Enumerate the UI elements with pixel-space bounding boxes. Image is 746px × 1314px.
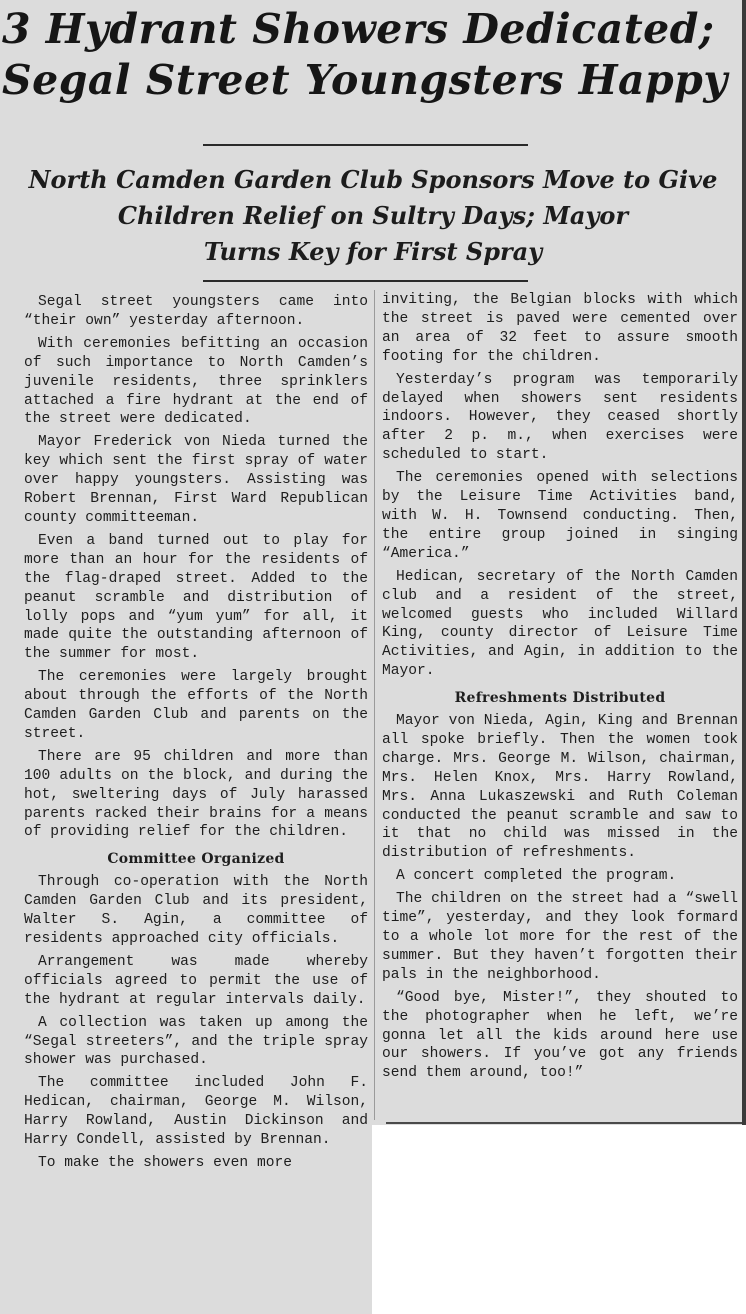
- paragraph: inviting, the Belgian blocks with which the street is paved were cemented over an area of 32 feet to assure smooth footing for the children.: [382, 292, 738, 365]
- subhead-committee: Committee Organized: [107, 851, 285, 868]
- headline: [0, 4, 746, 106]
- column-divider: [374, 290, 375, 1120]
- paragraph: “Good bye, Mister!”, they shouted to the photographer when he left, we’re gonna let all the kids around here use our showers. If you’ve got any friends send them around, too!”: [382, 989, 738, 1082]
- article-end-rule: [386, 1122, 742, 1124]
- paragraph: Mayor von Nieda, Agin, King and Brennan all spoke briefly. Then the women took charge. Mrs. George M. Wilson, chairman, Mrs. Helen Knox, Mrs. Harry Rowland, Mrs. Anna Lukaszewski and Ruth Coleman conducted the peanut scramble and saw to it that no child was missed in the distribution of refreshments.: [382, 713, 738, 862]
- deck-line-3: Turns Key for First Spray: [203, 237, 543, 266]
- paragraph: Through co-operation with the North Camden Garden Club and its president, Walter S. Agin, a committee of residents approached city officials.: [24, 874, 368, 947]
- paragraph: Mayor Frederick von Nieda turned the key which sent the first spray of water over happy youngsters. Assisting was Robert Brennan, First Ward Republican county committeeman.: [24, 434, 368, 526]
- paragraph: Even a band turned out to play for more than an hour for the residents of the flag-draped street. Added to the peanut scramble and distribution of lolly pops and “yum yum” for all, it made quite the outstanding afternoon of the summer for most.: [24, 532, 368, 663]
- headline-line-2: Segal Street Youngsters Happy: [2, 56, 728, 104]
- paragraph: A collection was taken up among the “Segal streeters”, and the triple spray shower was purchased.: [24, 1014, 368, 1069]
- blank-area: [372, 1125, 746, 1314]
- paragraph: Yesterday’s program was temporarily delayed when showers sent residents indoors. However, they ceased shortly after 2 p. m., when exercises were scheduled to start.: [382, 371, 738, 464]
- paragraph: The ceremonies opened with selections by the Leisure Time Activities band, with W. H. Townsend conducting. Then, the entire group joined in singing “America.”: [382, 470, 738, 562]
- paragraph: With ceremonies befitting an occasion of such importance to North Camden’s juvenile residents, three sprinklers attached a fire hydrant at the end of the street were dedicated.: [24, 335, 368, 428]
- paragraph: There are 95 children and more than 100 adults on the block, and during the hot, sweltering days of July harassed parents racked their brains for a means of providing relief for the children.: [24, 748, 368, 841]
- paragraph: Segal street youngsters came into “their own” yesterday afternoon.: [24, 294, 368, 329]
- subhead-refreshments: Refreshments Distributed: [454, 690, 666, 707]
- paragraph: The committee included John F. Hedican, chairman, George M. Wilson, Harry Rowland, Austin Dickinson and Harry Condell, assisted by Brennan.: [24, 1075, 368, 1149]
- paragraph: To make the showers even more: [38, 1154, 292, 1171]
- paragraph: Arrangement was made whereby officials agreed to permit the use of the hydrant at regular intervals daily.: [24, 953, 368, 1008]
- article-column-left: [24, 293, 368, 1177]
- paragraph: The ceremonies were largely brought about through the efforts of the North Camden Garden Club and parents on the street.: [24, 669, 368, 742]
- deck-line-1: North Camden Garden Club Sponsors Move to Give: [28, 165, 718, 194]
- deck-subtitle: [0, 162, 746, 270]
- paragraph: The children on the street had a “swell time”, yesterday, and they look formard to a whole lot more for the rest of the summer. But they haven’t forgotten their pals in the neighborhood.: [382, 891, 738, 983]
- paragraph: A concert completed the program.: [396, 868, 677, 885]
- article-column-right: [382, 291, 738, 1087]
- paragraph: Hedican, secretary of the North Camden club and a resident of the street, welcomed guests who included Willard King, county director of Leisure Time Activities, and Agin, in addition to the Mayor.: [382, 568, 738, 680]
- deck-line-2: Children Relief on Sultry Days; Mayor: [117, 201, 629, 230]
- headline-rule: [203, 144, 528, 146]
- deck-rule: [203, 280, 528, 282]
- headline-line-1: 3 Hydrant Showers Dedicated;: [2, 5, 715, 53]
